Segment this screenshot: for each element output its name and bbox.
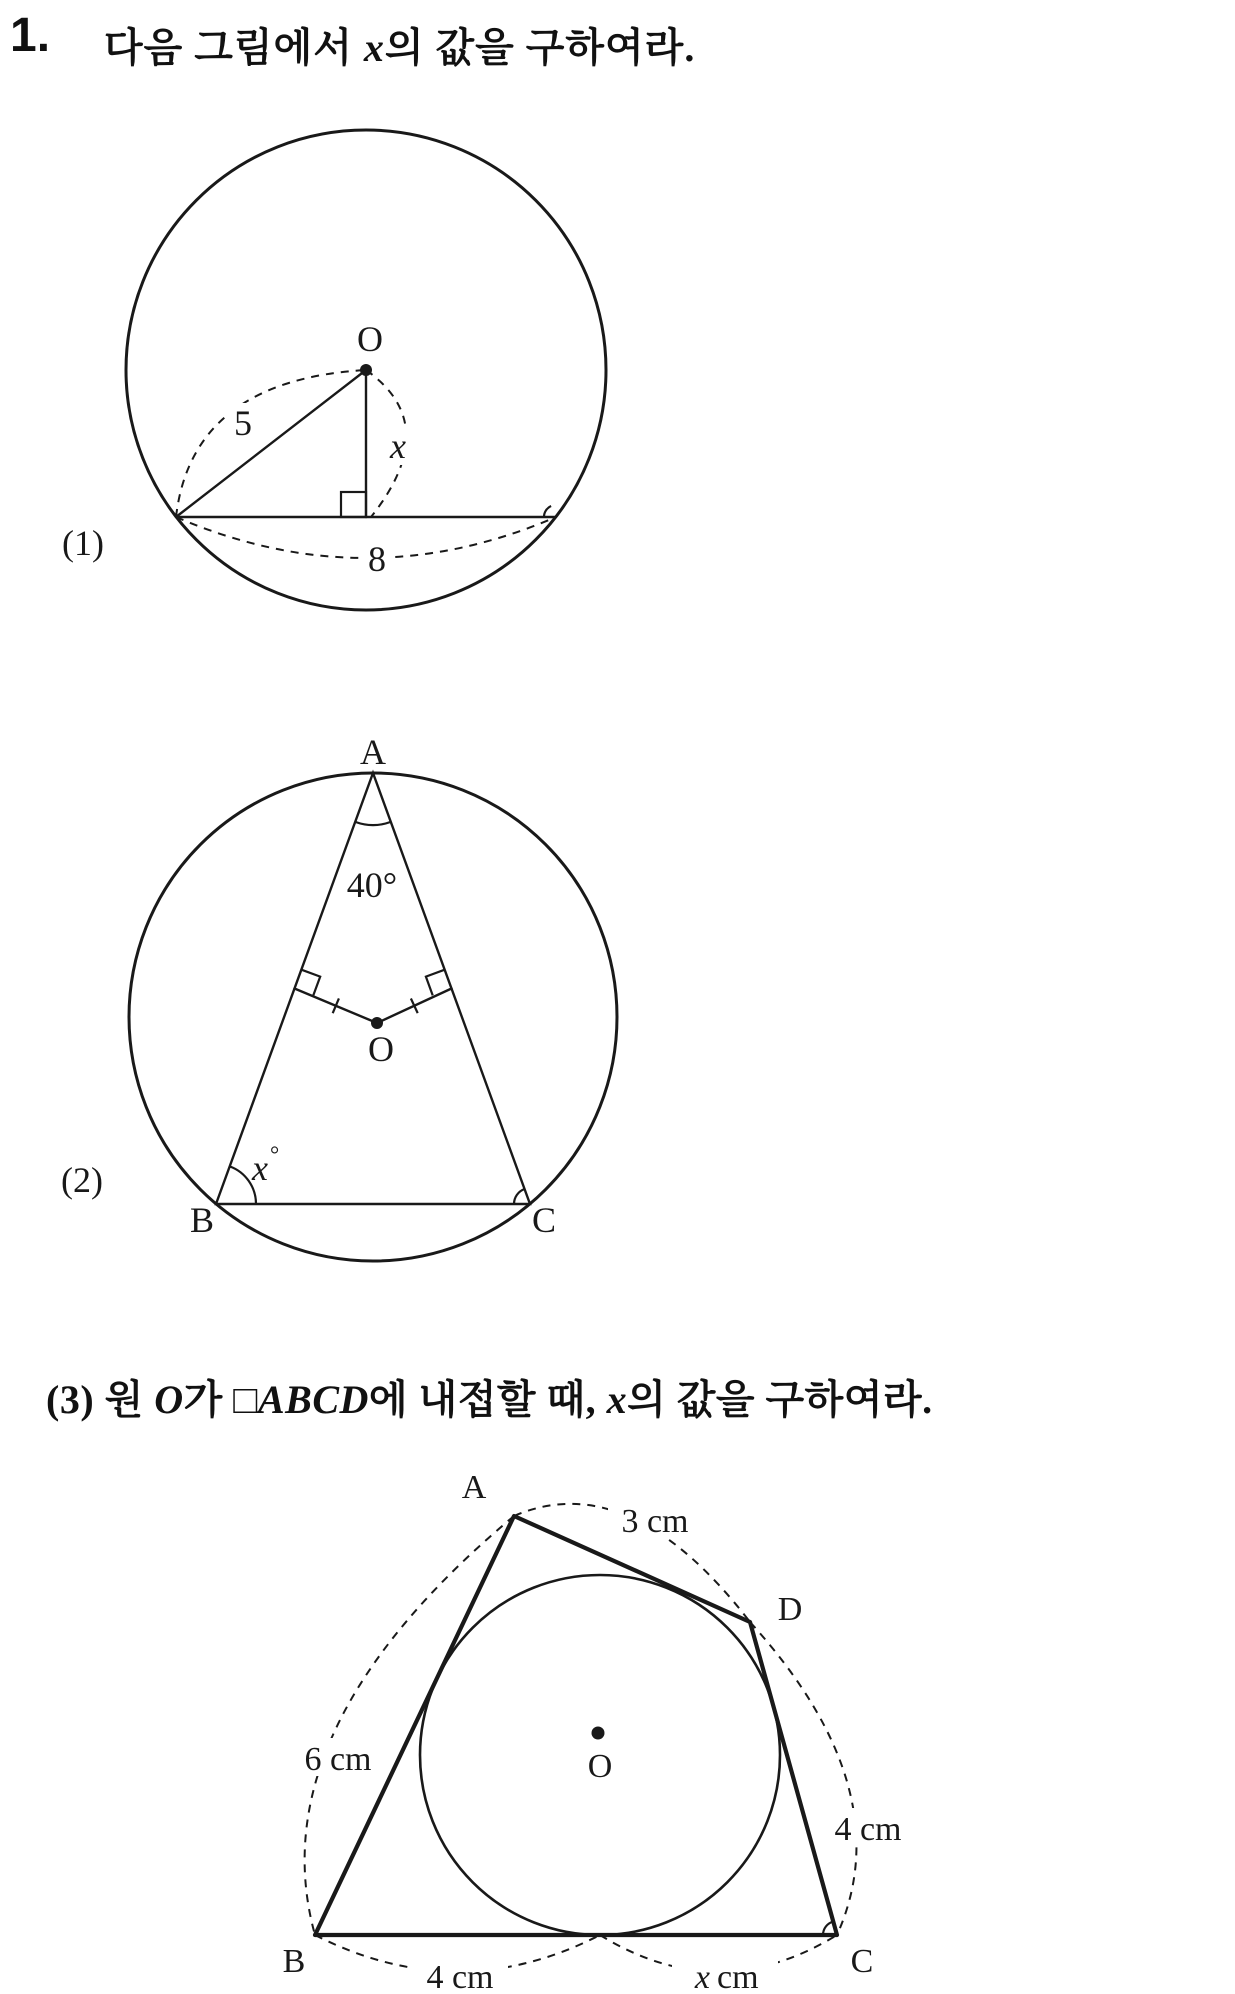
- fig3-seg-b-tangent-value: 4 cm: [426, 1959, 494, 1994]
- fig2-vertex-c-tick: [514, 1189, 525, 1204]
- problem-title-pre: 다음 그림에서: [104, 25, 364, 70]
- fig2-vertex-c-label: C: [531, 1200, 557, 1240]
- fig2-apex-angle-value: 40°: [346, 865, 398, 905]
- fig1-distance-variable: x: [390, 426, 406, 466]
- fig3-prompt-post: 의 값을 구하여라.: [627, 1377, 933, 1422]
- fig3-prompt-variable: x: [606, 1377, 628, 1422]
- fig3-side-dc-value: 4 cm: [834, 1811, 902, 1848]
- fig2-tag: (2): [61, 1160, 103, 1200]
- fig1-radius-value: 5: [234, 403, 252, 443]
- fig3-measure-arc-dc: [750, 1622, 856, 1935]
- fig1-center-dot: [360, 364, 372, 376]
- fig1-chord-value: 8: [368, 539, 386, 579]
- fig3-side-ab-value: 6 cm: [304, 1741, 372, 1778]
- fig1-center-label: O: [357, 319, 383, 359]
- fig3-vertex-b-label: B: [282, 1943, 306, 1980]
- fig2-triangle: [216, 773, 530, 1204]
- fig3-center-label: O: [587, 1748, 613, 1785]
- fig2-center-label: O: [368, 1029, 394, 1069]
- fig3-vertex-a-label: A: [461, 1469, 487, 1506]
- fig3-prompt-mid2: 에 내접할 때,: [368, 1377, 607, 1422]
- figure-1-circle-chord: [40, 85, 660, 637]
- fig3-prompt-mid1: 가 □: [183, 1377, 258, 1422]
- problem-title: [104, 16, 695, 73]
- fig3-vertex-d-label: D: [777, 1591, 803, 1628]
- fig3-vertex-c-label: C: [850, 1943, 874, 1980]
- fig3-prompt: [46, 1368, 933, 1425]
- fig1-radius-line: [176, 370, 366, 517]
- fig3-center-dot: [592, 1727, 605, 1740]
- problem-title-post: 의 값을 구하여라.: [384, 25, 696, 70]
- fig3-side-ad-value: 3 cm: [621, 1503, 689, 1540]
- fig2-base-angle-degree: °: [270, 1142, 280, 1167]
- fig2-circle: [129, 773, 617, 1261]
- fig1-tag: (1): [62, 523, 104, 563]
- fig2-right-angle-mark-ac: [426, 970, 445, 996]
- fig3-quadrilateral: [315, 1516, 837, 1935]
- fig3-prompt-circle-name: O: [154, 1377, 184, 1422]
- fig2-apex-label: A: [360, 732, 386, 772]
- fig3-prompt-quad-name: ABCD: [257, 1377, 369, 1422]
- fig3-seg-tangent-c-variable: x: [694, 1959, 710, 1994]
- fig2-center-dot: [371, 1017, 383, 1029]
- fig2-base-angle-variable: x: [252, 1148, 268, 1188]
- fig2-apex-angle-arc: [355, 822, 391, 825]
- fig1-right-angle-mark: [341, 492, 366, 517]
- fig3-prompt-pre: (3) 원: [46, 1377, 155, 1422]
- fig1-chord-end-tick: [544, 506, 551, 517]
- fig2-vertex-b-label: B: [189, 1200, 215, 1240]
- fig3-seg-tangent-c-unit: cm: [717, 1959, 759, 1994]
- problem-number: 1.: [10, 9, 51, 62]
- problem-title-variable: x: [363, 25, 385, 70]
- figure-3-tangential-quadrilateral: [200, 1430, 920, 1994]
- figure-2-inscribed-triangle: [40, 720, 660, 1280]
